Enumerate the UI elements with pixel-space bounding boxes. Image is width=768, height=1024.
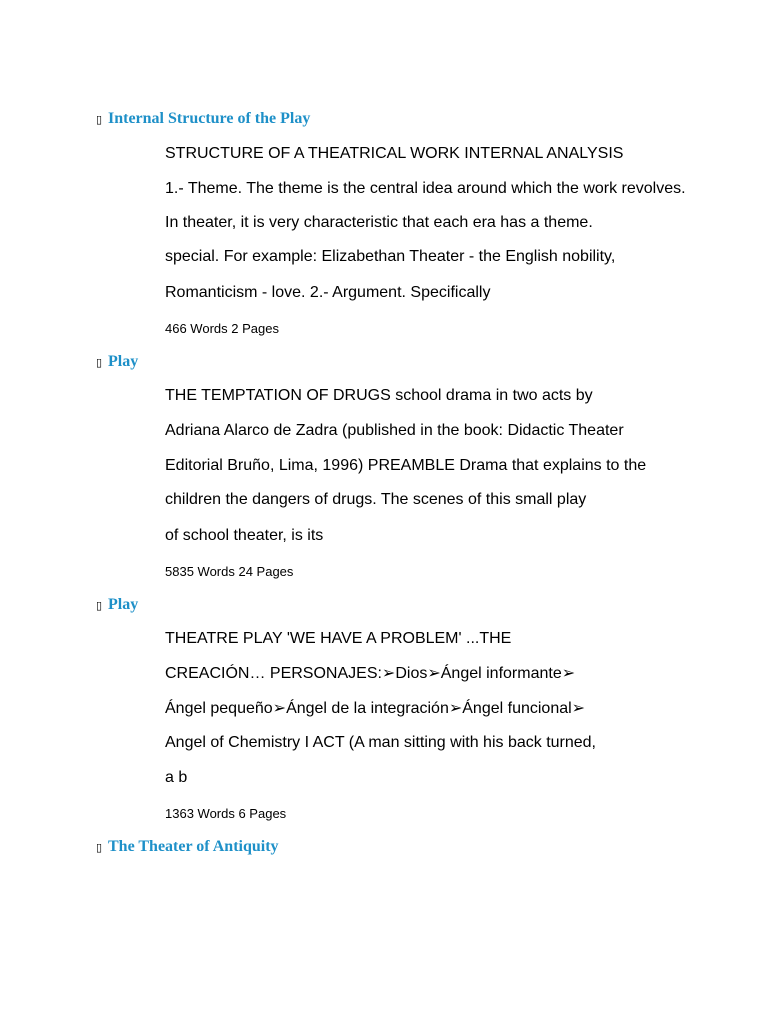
excerpt-line: Ángel pequeño➢Ángel de la integración➢Ángel funcional➢ bbox=[165, 700, 586, 717]
excerpt-line: 1.- Theme. The theme is the central idea around which the work revolves. bbox=[165, 180, 686, 197]
excerpt-line: In theater, it is very characteristic that each era has a theme. bbox=[165, 214, 593, 231]
word-page-count: 1363 Words 6 Pages bbox=[165, 806, 287, 821]
excerpt-line: a b bbox=[165, 769, 188, 786]
excerpt-line: Romanticism - love. 2.- Argument. Specifically bbox=[165, 284, 491, 301]
entry-title-row bbox=[96, 838, 279, 856]
word-page-count: 466 Words 2 Pages bbox=[165, 321, 279, 336]
entry-title-link[interactable]: The Theater of Antiquity bbox=[108, 838, 279, 855]
entry-title-link[interactable]: Play bbox=[108, 353, 139, 370]
entry-title-row bbox=[96, 110, 310, 128]
excerpt-line: STRUCTURE OF A THEATRICAL WORK INTERNAL ANALYSIS bbox=[165, 145, 624, 162]
bullet-icon: ▯ bbox=[96, 112, 103, 126]
excerpt-line: special. For example: Elizabethan Theater - the English nobility, bbox=[165, 248, 616, 265]
excerpt-line: THE TEMPTATION OF DRUGS school drama in two acts by bbox=[165, 387, 593, 404]
entry-title-row bbox=[96, 353, 138, 371]
entry-title-link[interactable]: Internal Structure of the Play bbox=[108, 110, 311, 127]
excerpt-line: Adriana Alarco de Zadra (published in the book: Didactic Theater bbox=[165, 422, 624, 439]
entry-title-link[interactable]: Play bbox=[108, 596, 139, 613]
excerpt-line: children the dangers of drugs. The scenes of this small play bbox=[165, 491, 587, 508]
bullet-icon: ▯ bbox=[96, 840, 103, 854]
bullet-icon: ▯ bbox=[96, 598, 103, 612]
excerpt-line: Angel of Chemistry I ACT (A man sitting with his back turned, bbox=[165, 734, 596, 751]
excerpt-line: THEATRE PLAY 'WE HAVE A PROBLEM' ...THE bbox=[165, 630, 512, 647]
excerpt-line: Editorial Bruño, Lima, 1996) PREAMBLE Drama that explains to the bbox=[165, 457, 647, 474]
word-page-count: 5835 Words 24 Pages bbox=[165, 564, 294, 579]
excerpt-line: of school theater, is its bbox=[165, 527, 324, 544]
bullet-icon: ▯ bbox=[96, 355, 103, 369]
excerpt-line: CREACIÓN… PERSONAJES:➢Dios➢Ángel informante➢ bbox=[165, 665, 576, 682]
entry-title-row bbox=[96, 596, 138, 614]
